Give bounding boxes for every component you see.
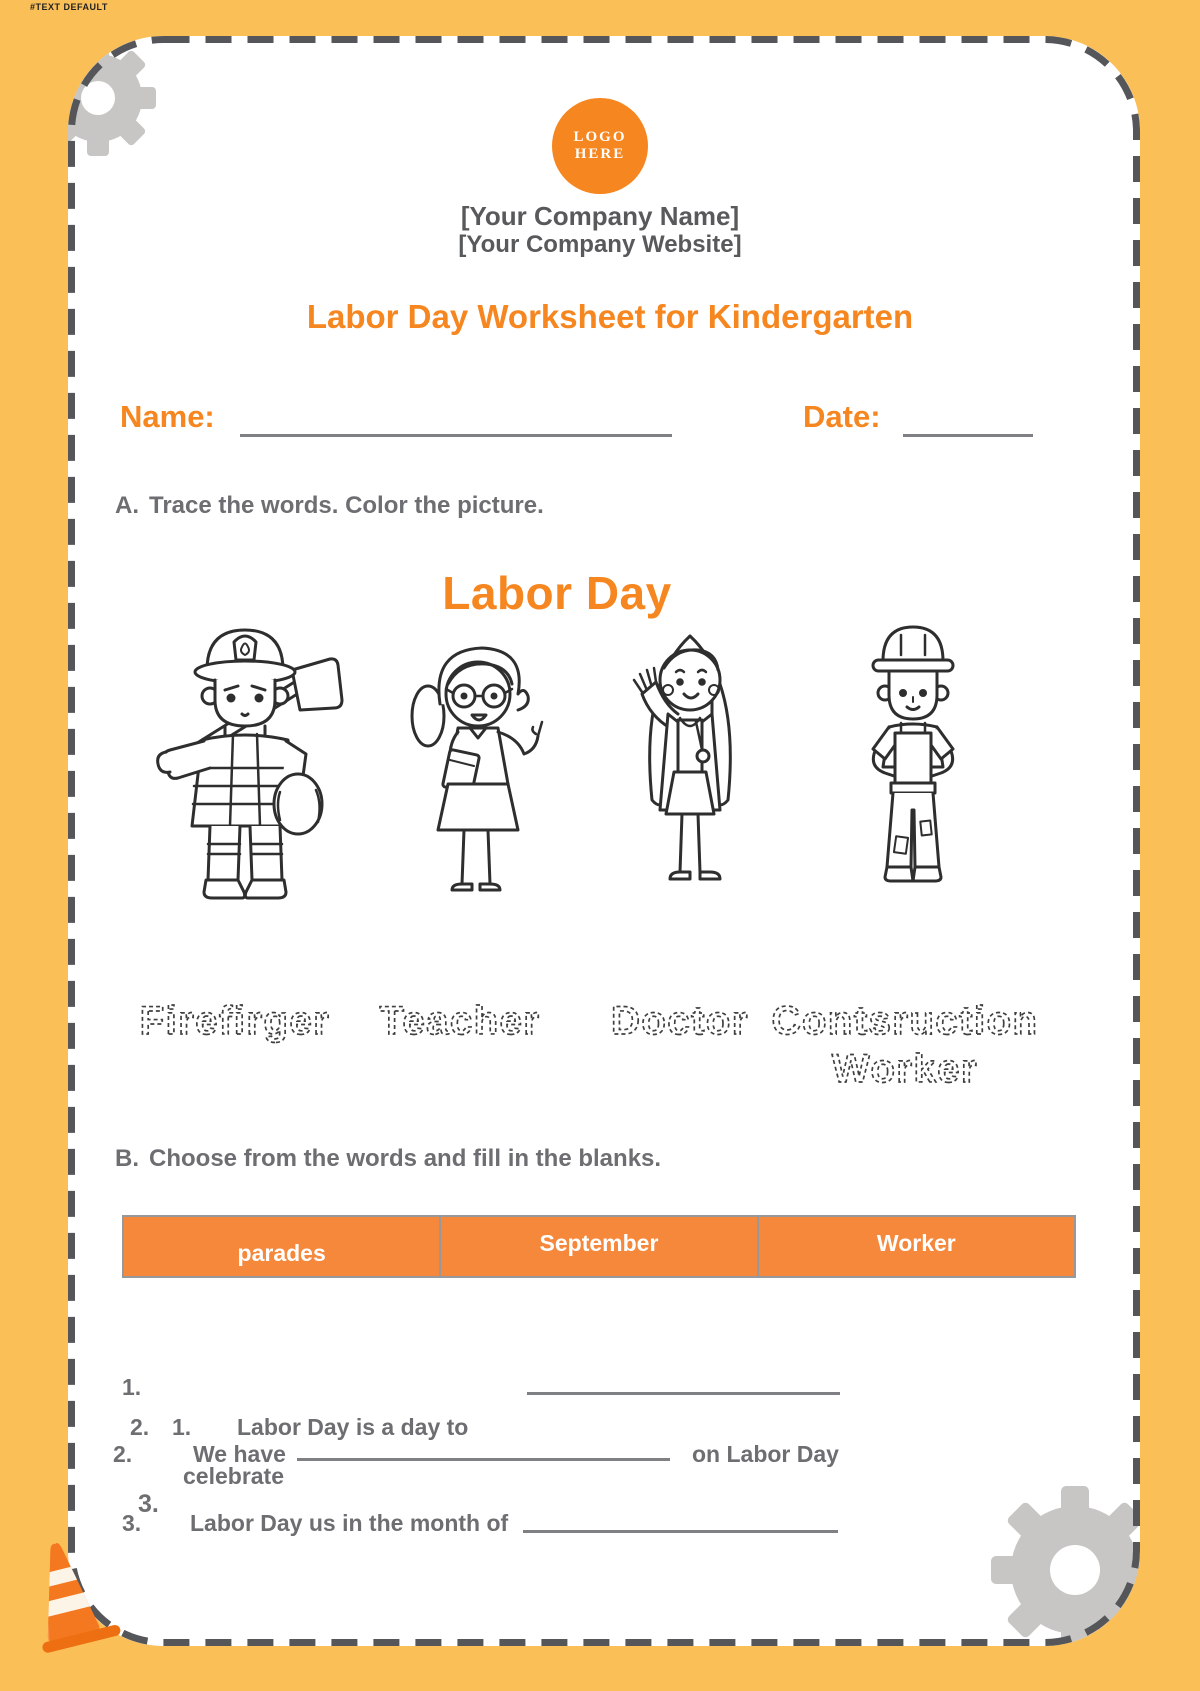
date-label: Date: [803, 399, 881, 434]
firefighter-illustration [130, 608, 360, 908]
name-label: Name: [120, 399, 215, 434]
word-bank-cell: September [441, 1217, 758, 1276]
logo-placeholder [552, 98, 648, 194]
trace-word-firefighter: Firefirger [139, 999, 331, 1043]
trace-word-construction: Contsruction [771, 999, 1039, 1043]
question-3-number: 3. [122, 1510, 142, 1536]
question-2b-post: on Labor Day [692, 1441, 839, 1467]
section-b-instruction: Choose from the words and fill in the blanks. [149, 1145, 662, 1172]
question-2-number-a: 2. [130, 1414, 150, 1440]
word-bank-cell: Worker [876, 1230, 956, 1256]
construction-worker-illustration [845, 615, 980, 900]
labor-day-heading: Labor Day [442, 567, 672, 619]
trace-word-doctor: Doctor [611, 999, 749, 1043]
question-3-text: Labor Day us in the month of [190, 1510, 509, 1536]
question-2-text: Labor Day is a day to [237, 1414, 469, 1440]
section-b-prefix: B. [115, 1145, 139, 1172]
section-b-label [115, 1145, 661, 1173]
logo-text-line1: LOGO [573, 128, 627, 145]
default-text-tag: #TEXT DEFAULT [30, 2, 108, 12]
teacher-illustration [390, 632, 560, 904]
trace-word-worker: Worker [831, 1047, 979, 1091]
trace-words [0, 986, 1200, 1096]
section-a-instruction: Trace the words. Color the picture. [149, 492, 544, 519]
worksheet-title: Labor Day Worksheet for Kindergarten [306, 298, 914, 335]
name-blank-line [240, 434, 672, 437]
question-2-blank [297, 1458, 670, 1461]
date-blank-line [903, 434, 1033, 437]
question-2b-wrapped-word: celebrate [183, 1463, 285, 1489]
doctor-illustration [612, 622, 762, 907]
section-a-label [115, 492, 544, 520]
question-2-number-b: 1. [172, 1414, 192, 1440]
question-2b-pre: We have [193, 1441, 286, 1467]
trace-word-teacher: Teacher [379, 999, 541, 1043]
question-2b-number: 2. [113, 1441, 133, 1467]
word-bank-table [122, 1215, 1076, 1278]
question-3-blank [523, 1530, 838, 1533]
section-a-prefix: A. [115, 492, 139, 519]
logo-text-line2: HERE [574, 146, 626, 162]
word-bank-cell: parades [124, 1217, 441, 1276]
question-3-number-raised: 3. [138, 1490, 159, 1518]
company-website: [Your Company Website] [458, 231, 742, 258]
traffic-cone-icon [30, 1532, 130, 1657]
question-1-number: 1. [122, 1374, 142, 1400]
company-name: [Your Company Name] [460, 201, 740, 231]
question-1-blank [527, 1392, 840, 1395]
